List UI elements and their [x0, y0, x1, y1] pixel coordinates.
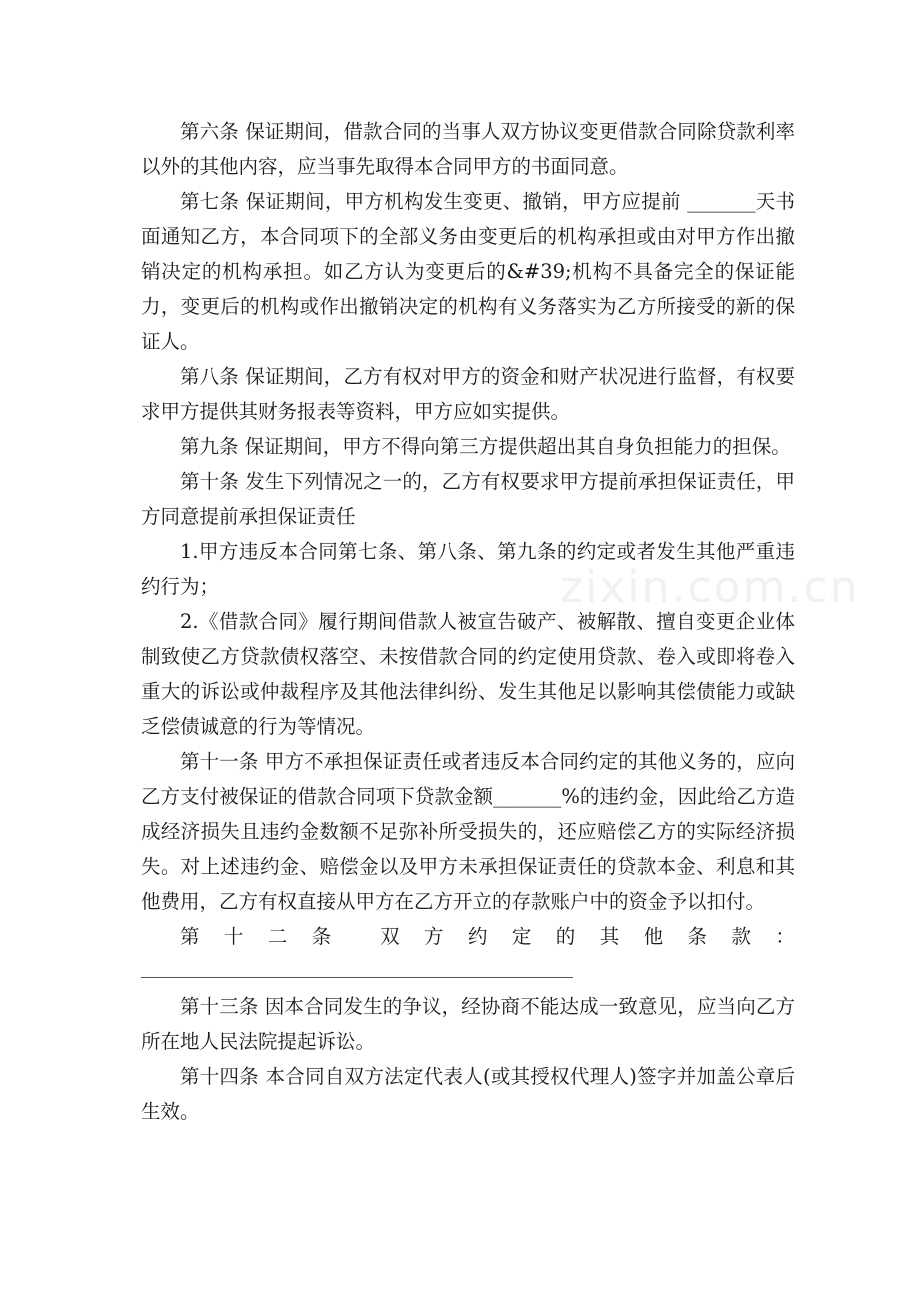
article-10: 第十条 发生下列情况之一的，乙方有权要求甲方提前承担保证责任，甲方同意提前承担保证责任 — [141, 470, 795, 528]
article-12-char: 其 — [599, 925, 620, 948]
article-7: 第七条 保证期间，甲方机构发生变更、撤销，甲方应提前 _______天书面通知乙方，本合同项下的全部义务由变更后的机构承担或由对甲方作出撤销决定的机构承担。如乙方认为变更后的&#39;机构不具备完全的保证能力，变更后的机构或作出撤销决定的机构有义务落实为乙方所接受的新的保证人。 — [141, 190, 795, 353]
article-12-blank-line — [141, 954, 795, 989]
article-12-char: ： — [775, 925, 795, 948]
article-8: 第八条 保证期间，乙方有权对甲方的资金和财产状况进行监督，有权要求甲方提供其财务报表等资料，甲方应如实提供。 — [141, 365, 795, 423]
article-11: 第十一条 甲方不承担保证责任或者违反本合同约定的其他义务的，应向乙方支付被保证的借款合同项下贷款金额_______%的违约金，因此给乙方造成经济损失且违约金数额不足弥补所受损失的，还应赔偿乙方的实际经济损失。对上述违约金、赔偿金以及甲方未承担保证责任的贷款本金、利息和其他费用，乙方有权直接从甲方在乙方开立的存款账户中的资金予以扣付。 — [141, 750, 795, 913]
article-12-char: 二 — [267, 925, 288, 948]
contract-body — [141, 114, 795, 1129]
article-12-char: 的 — [555, 925, 576, 948]
article-6: 第六条 保证期间，借款合同的当事人双方协议变更借款合同除贷款利率以外的其他内容，应当事先取得本合同甲方的书面同意。 — [141, 120, 795, 178]
article-13: 第十三条 因本合同发生的争议，经协商不能达成一致意见，应当向乙方所在地人民法院提起诉讼。 — [141, 995, 795, 1053]
article-10-item-1: 1.甲方违反本合同第七条、第八条、第九条的约定或者发生其他严重违约行为； — [141, 540, 795, 598]
article-12 — [141, 919, 795, 954]
article-12-char: 方 — [424, 925, 444, 948]
article-10-item-2: 2.《借款合同》履行期间借款人被宣告破产、被解散、擅自变更企业体制致使乙方贷款债权落空、未按借款合同的约定使用贷款、卷入或即将卷入重大的诉讼或仲裁程序及其他法律纠纷、发生其他足以影响其偿债能力或缺乏偿债诚意的行为等情况。 — [141, 610, 795, 738]
blank-underline — [141, 977, 573, 978]
article-12-char: 款 — [731, 925, 751, 948]
watermark: zixin.com.cn — [560, 562, 860, 613]
article-12-char: 双 — [380, 925, 400, 948]
article-12-char: 条 — [687, 925, 708, 948]
article-12-char: 定 — [511, 925, 532, 948]
article-9: 第九条 保证期间，甲方不得向第三方提供超出其自身负担能力的担保。 — [180, 435, 791, 458]
article-12-char: 十 — [223, 925, 244, 948]
article-12-char: 他 — [643, 925, 664, 948]
article-12-char: 约 — [467, 925, 488, 948]
article-12-char: 第 — [180, 925, 200, 948]
article-14: 第十四条 本合同自双方法定代表人(或其授权代理人)签字并加盖公章后生效。 — [141, 1065, 795, 1123]
article-12-char: 条 — [311, 925, 332, 948]
